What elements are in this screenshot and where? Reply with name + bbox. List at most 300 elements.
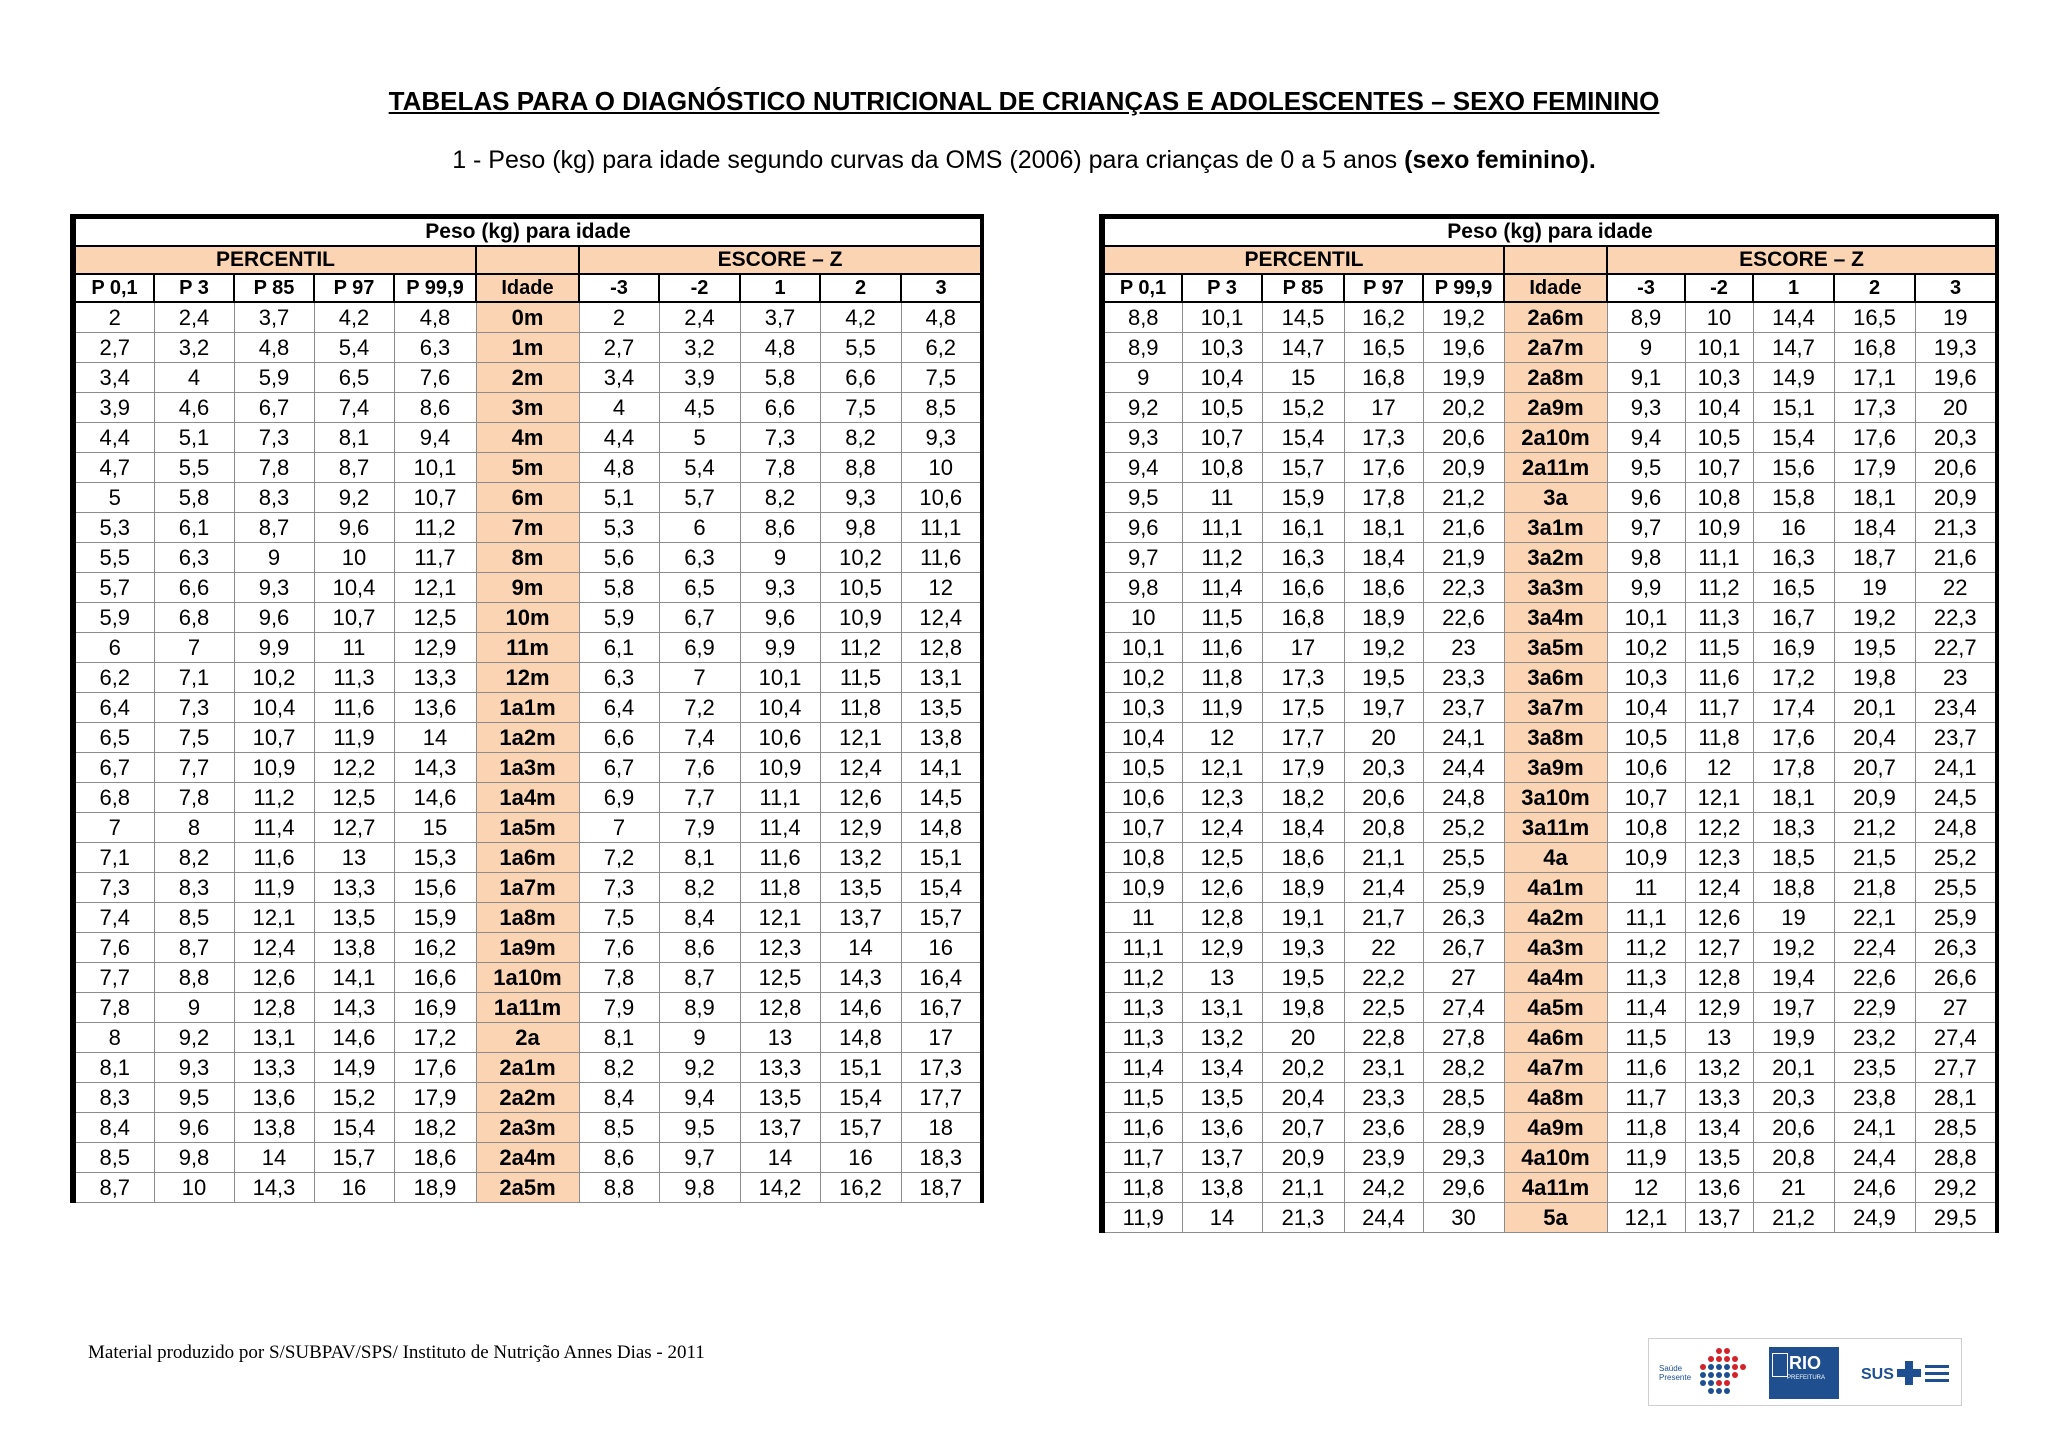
- value-cell: 11: [1607, 873, 1685, 903]
- value-cell: 9,8: [1607, 543, 1685, 573]
- table-row: [1102, 333, 1997, 363]
- value-cell: 6: [659, 513, 740, 543]
- value-cell: 8,7: [154, 933, 234, 963]
- value-cell: 22,9: [1834, 993, 1915, 1023]
- value-cell: 7,4: [73, 903, 154, 933]
- value-cell: 10,1: [740, 663, 820, 693]
- value-cell: 20: [1915, 393, 1997, 423]
- age-cell: 2a3m: [476, 1113, 579, 1143]
- value-cell: 9,3: [820, 483, 901, 513]
- value-cell: 13,2: [820, 843, 901, 873]
- age-cell: 2a9m: [1504, 393, 1607, 423]
- value-cell: 3,7: [234, 302, 314, 333]
- value-cell: 15,8: [1753, 483, 1834, 513]
- value-cell: 20,8: [1753, 1143, 1834, 1173]
- value-cell: 12,1: [1685, 783, 1753, 813]
- table-row: [1102, 423, 1997, 453]
- value-cell: 7,8: [73, 993, 154, 1023]
- column-header: P 0,1: [1102, 274, 1182, 302]
- svg-text:Saúde: Saúde: [1659, 1364, 1683, 1373]
- value-cell: 9,1: [1607, 363, 1685, 393]
- value-cell: 12,4: [901, 603, 982, 633]
- age-cell: 12m: [476, 663, 579, 693]
- value-cell: 20,6: [1423, 423, 1504, 453]
- value-cell: 10,1: [1102, 633, 1182, 663]
- value-cell: 12,9: [1182, 933, 1262, 963]
- value-cell: 25,2: [1423, 813, 1504, 843]
- value-cell: 11,5: [1102, 1083, 1182, 1113]
- age-cell: 1a11m: [476, 993, 579, 1023]
- value-cell: 15,7: [901, 903, 982, 933]
- table-row: [73, 753, 982, 783]
- value-cell: 5: [73, 483, 154, 513]
- value-cell: 16,4: [901, 963, 982, 993]
- table-row: [73, 813, 982, 843]
- value-cell: 12,2: [1685, 813, 1753, 843]
- table-row: [1102, 693, 1997, 723]
- value-cell: 9,2: [1102, 393, 1182, 423]
- table-row: [73, 843, 982, 873]
- value-cell: 11,3: [314, 663, 394, 693]
- value-cell: 20,9: [1262, 1143, 1344, 1173]
- age-cell: 4a5m: [1504, 993, 1607, 1023]
- age-cell: 2a6m: [1504, 302, 1607, 333]
- value-cell: 7,8: [154, 783, 234, 813]
- value-cell: 19,1: [1262, 903, 1344, 933]
- value-cell: 10,6: [1102, 783, 1182, 813]
- value-cell: 15,4: [314, 1113, 394, 1143]
- value-cell: 14,9: [314, 1053, 394, 1083]
- value-cell: 10,2: [1607, 633, 1685, 663]
- value-cell: 13,7: [820, 903, 901, 933]
- age-cell: 2a4m: [476, 1143, 579, 1173]
- table-row: [1102, 483, 1997, 513]
- value-cell: 13,8: [1182, 1173, 1262, 1203]
- value-cell: 16,5: [1753, 573, 1834, 603]
- value-cell: 11,2: [394, 513, 476, 543]
- value-cell: 21,1: [1262, 1173, 1344, 1203]
- value-cell: 21,2: [1423, 483, 1504, 513]
- value-cell: 19,8: [1834, 663, 1915, 693]
- value-cell: 23,4: [1915, 693, 1997, 723]
- value-cell: 19,5: [1262, 963, 1344, 993]
- value-cell: 10: [1102, 603, 1182, 633]
- value-cell: 10,4: [1685, 393, 1753, 423]
- age-cell: 11m: [476, 633, 579, 663]
- value-cell: 15,1: [901, 843, 982, 873]
- value-cell: 8,6: [659, 933, 740, 963]
- value-cell: 3,4: [579, 363, 659, 393]
- value-cell: 19,9: [1753, 1023, 1834, 1053]
- value-cell: 10,7: [1182, 423, 1262, 453]
- value-cell: 11,7: [1685, 693, 1753, 723]
- value-cell: 8,5: [154, 903, 234, 933]
- value-cell: 8,2: [154, 843, 234, 873]
- value-cell: 14,3: [234, 1173, 314, 1203]
- age-cell: 3a3m: [1504, 573, 1607, 603]
- column-header: P 0,1: [73, 274, 154, 302]
- value-cell: 7,7: [659, 783, 740, 813]
- value-cell: 11,8: [740, 873, 820, 903]
- value-cell: 12,8: [901, 633, 982, 663]
- value-cell: 8,4: [659, 903, 740, 933]
- age-cell: 4a3m: [1504, 933, 1607, 963]
- value-cell: 8: [154, 813, 234, 843]
- value-cell: 8,4: [579, 1083, 659, 1113]
- value-cell: 8,9: [659, 993, 740, 1023]
- value-cell: 12,4: [1182, 813, 1262, 843]
- value-cell: 11,7: [1607, 1083, 1685, 1113]
- value-cell: 20,2: [1423, 393, 1504, 423]
- value-cell: 8,9: [1607, 302, 1685, 333]
- value-cell: 17,3: [1834, 393, 1915, 423]
- value-cell: 12,6: [1685, 903, 1753, 933]
- value-cell: 13,4: [1685, 1113, 1753, 1143]
- value-cell: 11,2: [1102, 963, 1182, 993]
- value-cell: 24,5: [1915, 783, 1997, 813]
- value-cell: 29,3: [1423, 1143, 1504, 1173]
- table-row: [1102, 993, 1997, 1023]
- value-cell: 10,6: [901, 483, 982, 513]
- value-cell: 9,9: [1607, 573, 1685, 603]
- table-row: [73, 1173, 982, 1203]
- value-cell: 24,9: [1834, 1203, 1915, 1233]
- value-cell: 4,8: [740, 333, 820, 363]
- value-cell: 15,7: [820, 1113, 901, 1143]
- table-row: [1102, 393, 1997, 423]
- value-cell: 8,6: [579, 1143, 659, 1173]
- value-cell: 8,6: [740, 513, 820, 543]
- value-cell: 16: [1753, 513, 1834, 543]
- value-cell: 9,9: [234, 633, 314, 663]
- value-cell: 5,4: [659, 453, 740, 483]
- value-cell: 19,8: [1262, 993, 1344, 1023]
- value-cell: 16,8: [1262, 603, 1344, 633]
- value-cell: 18,3: [901, 1143, 982, 1173]
- value-cell: 6,7: [234, 393, 314, 423]
- value-cell: 2,4: [154, 302, 234, 333]
- value-cell: 24,4: [1423, 753, 1504, 783]
- value-cell: 5,9: [579, 603, 659, 633]
- value-cell: 8,7: [234, 513, 314, 543]
- value-cell: 20: [1344, 723, 1423, 753]
- value-cell: 18,6: [1262, 843, 1344, 873]
- table-row: [1102, 903, 1997, 933]
- value-cell: 19,3: [1262, 933, 1344, 963]
- age-cell: 4a9m: [1504, 1113, 1607, 1143]
- value-cell: 27,4: [1915, 1023, 1997, 1053]
- value-cell: 14,1: [314, 963, 394, 993]
- value-cell: 15,2: [1262, 393, 1344, 423]
- value-cell: 10,4: [1182, 363, 1262, 393]
- value-cell: 20,6: [1753, 1113, 1834, 1143]
- value-cell: 11,3: [1102, 1023, 1182, 1053]
- value-cell: 3,4: [73, 363, 154, 393]
- value-cell: 8,7: [73, 1173, 154, 1203]
- value-cell: 28,5: [1915, 1113, 1997, 1143]
- value-cell: 15,7: [314, 1143, 394, 1173]
- value-cell: 17,3: [901, 1053, 982, 1083]
- table-row: [73, 1053, 982, 1083]
- age-cell: 3a10m: [1504, 783, 1607, 813]
- value-cell: 9,3: [234, 573, 314, 603]
- value-cell: 18,7: [901, 1173, 982, 1203]
- value-cell: 6,6: [820, 363, 901, 393]
- value-cell: 13,1: [234, 1023, 314, 1053]
- value-cell: 5,7: [659, 483, 740, 513]
- value-cell: 20,7: [1834, 753, 1915, 783]
- table-caption: Peso (kg) para idade: [1102, 217, 1997, 247]
- footer-credit: Material produzido por S/SUBPAV/SPS/ Instituto de Nutrição Annes Dias - 2011: [88, 1342, 705, 1363]
- value-cell: 5,4: [314, 333, 394, 363]
- value-cell: 11,9: [314, 723, 394, 753]
- age-cell: 1a10m: [476, 963, 579, 993]
- value-cell: 22,3: [1915, 603, 1997, 633]
- value-cell: 13,3: [394, 663, 476, 693]
- value-cell: 24,4: [1344, 1203, 1423, 1233]
- value-cell: 10,2: [820, 543, 901, 573]
- value-cell: 16,2: [394, 933, 476, 963]
- value-cell: 20,1: [1753, 1053, 1834, 1083]
- value-cell: 20,9: [1834, 783, 1915, 813]
- value-cell: 8,3: [234, 483, 314, 513]
- value-cell: 22,6: [1834, 963, 1915, 993]
- value-cell: 20,8: [1344, 813, 1423, 843]
- value-cell: 12,5: [740, 963, 820, 993]
- table-row: [1102, 453, 1997, 483]
- value-cell: 13: [314, 843, 394, 873]
- value-cell: 11,6: [740, 843, 820, 873]
- value-cell: 5,5: [154, 453, 234, 483]
- value-cell: 2,7: [579, 333, 659, 363]
- value-cell: 20,9: [1423, 453, 1504, 483]
- table-row: [1102, 573, 1997, 603]
- value-cell: 29,2: [1915, 1173, 1997, 1203]
- value-cell: 12,1: [820, 723, 901, 753]
- value-cell: 19,2: [1344, 633, 1423, 663]
- value-cell: 11,5: [1182, 603, 1262, 633]
- age-cell: 3m: [476, 393, 579, 423]
- value-cell: 9,5: [154, 1083, 234, 1113]
- value-cell: 5,8: [154, 483, 234, 513]
- value-cell: 12,1: [394, 573, 476, 603]
- value-cell: 11,8: [1607, 1113, 1685, 1143]
- value-cell: 4,6: [154, 393, 234, 423]
- value-cell: 2,4: [659, 302, 740, 333]
- value-cell: 10,9: [740, 753, 820, 783]
- value-cell: 6,1: [579, 633, 659, 663]
- value-cell: 4: [154, 363, 234, 393]
- value-cell: 16,8: [1344, 363, 1423, 393]
- value-cell: 6,6: [740, 393, 820, 423]
- value-cell: 15,3: [394, 843, 476, 873]
- table-row: [1102, 963, 1997, 993]
- value-cell: 8,2: [740, 483, 820, 513]
- value-cell: 6,9: [659, 633, 740, 663]
- value-cell: 20,7: [1262, 1113, 1344, 1143]
- value-cell: 29,6: [1423, 1173, 1504, 1203]
- value-cell: 17,8: [1753, 753, 1834, 783]
- value-cell: 13,1: [901, 663, 982, 693]
- value-cell: 20,4: [1262, 1083, 1344, 1113]
- table-row: [73, 933, 982, 963]
- value-cell: 6,4: [579, 693, 659, 723]
- value-cell: 19,6: [1915, 363, 1997, 393]
- value-cell: 13,3: [740, 1053, 820, 1083]
- value-cell: 12: [1607, 1173, 1685, 1203]
- table-row: [73, 1083, 982, 1113]
- value-cell: 24,1: [1915, 753, 1997, 783]
- value-cell: 10,5: [1102, 753, 1182, 783]
- value-cell: 9,7: [659, 1143, 740, 1173]
- value-cell: 17: [1262, 633, 1344, 663]
- value-cell: 12,3: [1685, 843, 1753, 873]
- value-cell: 14: [820, 933, 901, 963]
- value-cell: 12,8: [234, 993, 314, 1023]
- age-cell: 4a10m: [1504, 1143, 1607, 1173]
- value-cell: 11,1: [1102, 933, 1182, 963]
- value-cell: 10,6: [1607, 753, 1685, 783]
- value-cell: 3,9: [659, 363, 740, 393]
- value-cell: 10,5: [1607, 723, 1685, 753]
- age-cell: 1a9m: [476, 933, 579, 963]
- value-cell: 23: [1915, 663, 1997, 693]
- value-cell: 11,9: [1102, 1203, 1182, 1233]
- value-cell: 9,3: [1607, 393, 1685, 423]
- value-cell: 13,5: [1685, 1143, 1753, 1173]
- value-cell: 14,8: [820, 1023, 901, 1053]
- value-cell: 12,5: [1182, 843, 1262, 873]
- value-cell: 6,5: [314, 363, 394, 393]
- value-cell: 12,4: [1685, 873, 1753, 903]
- value-cell: 9,4: [1102, 453, 1182, 483]
- value-cell: 7,5: [154, 723, 234, 753]
- value-cell: 5,9: [73, 603, 154, 633]
- rio-emblem-icon: [1772, 1353, 1788, 1377]
- value-cell: 13,2: [1685, 1053, 1753, 1083]
- value-cell: 3,9: [73, 393, 154, 423]
- value-cell: 19: [1753, 903, 1834, 933]
- value-cell: 17,1: [1834, 363, 1915, 393]
- value-cell: 22: [1344, 933, 1423, 963]
- age-cell: 2a5m: [476, 1173, 579, 1203]
- value-cell: 10,4: [1102, 723, 1182, 753]
- value-cell: 6,5: [73, 723, 154, 753]
- value-cell: 21,1: [1344, 843, 1423, 873]
- value-cell: 9: [659, 1023, 740, 1053]
- value-cell: 17,9: [1834, 453, 1915, 483]
- value-cell: 6,2: [901, 333, 982, 363]
- value-cell: 28,2: [1423, 1053, 1504, 1083]
- value-cell: 7,5: [820, 393, 901, 423]
- value-cell: 26,7: [1423, 933, 1504, 963]
- value-cell: 25,5: [1423, 843, 1504, 873]
- value-cell: 23,6: [1344, 1113, 1423, 1143]
- value-cell: 18,4: [1262, 813, 1344, 843]
- value-cell: 9,3: [1102, 423, 1182, 453]
- value-cell: 19: [1915, 302, 1997, 333]
- value-cell: 18,1: [1834, 483, 1915, 513]
- value-cell: 17,4: [1753, 693, 1834, 723]
- value-cell: 20,4: [1834, 723, 1915, 753]
- value-cell: 11,3: [1607, 963, 1685, 993]
- table-row: [73, 423, 982, 453]
- value-cell: 10,1: [1607, 603, 1685, 633]
- value-cell: 12,8: [740, 993, 820, 1023]
- table-row: [73, 663, 982, 693]
- value-cell: 17,5: [1262, 693, 1344, 723]
- value-cell: 24,2: [1344, 1173, 1423, 1203]
- value-cell: 10,8: [1607, 813, 1685, 843]
- value-cell: 27: [1423, 963, 1504, 993]
- value-cell: 9,6: [1102, 513, 1182, 543]
- value-cell: 18,5: [1753, 843, 1834, 873]
- value-cell: 19,2: [1423, 302, 1504, 333]
- value-cell: 17,6: [1344, 453, 1423, 483]
- value-cell: 18,6: [1344, 573, 1423, 603]
- value-cell: 6: [73, 633, 154, 663]
- value-cell: 10,7: [1685, 453, 1753, 483]
- value-cell: 9,8: [820, 513, 901, 543]
- value-cell: 18: [901, 1113, 982, 1143]
- value-cell: 19,7: [1344, 693, 1423, 723]
- value-cell: 14,7: [1262, 333, 1344, 363]
- value-cell: 19,6: [1423, 333, 1504, 363]
- value-cell: 10,4: [740, 693, 820, 723]
- value-cell: 7: [73, 813, 154, 843]
- value-cell: 17,2: [1753, 663, 1834, 693]
- value-cell: 7,6: [73, 933, 154, 963]
- value-cell: 14,6: [314, 1023, 394, 1053]
- value-cell: 20,6: [1915, 453, 1997, 483]
- value-cell: 12,7: [1685, 933, 1753, 963]
- value-cell: 12: [1685, 753, 1753, 783]
- value-cell: 23,2: [1834, 1023, 1915, 1053]
- column-header: P 97: [314, 274, 394, 302]
- column-header: 3: [901, 274, 982, 302]
- value-cell: 11,8: [1182, 663, 1262, 693]
- value-cell: 7,1: [73, 843, 154, 873]
- value-cell: 7,1: [154, 663, 234, 693]
- value-cell: 10,9: [1685, 513, 1753, 543]
- value-cell: 17: [1344, 393, 1423, 423]
- value-cell: 14,5: [1262, 302, 1344, 333]
- weight-for-age-table-right: [1099, 214, 1999, 1233]
- value-cell: 17,9: [394, 1083, 476, 1113]
- value-cell: 17,7: [901, 1083, 982, 1113]
- value-cell: 11,2: [1607, 933, 1685, 963]
- value-cell: 10,5: [1685, 423, 1753, 453]
- value-cell: 9,4: [659, 1083, 740, 1113]
- value-cell: 3,2: [154, 333, 234, 363]
- column-header: P 85: [234, 274, 314, 302]
- value-cell: 13,6: [1685, 1173, 1753, 1203]
- value-cell: 12,2: [314, 753, 394, 783]
- value-cell: 11,6: [901, 543, 982, 573]
- value-cell: 19,2: [1753, 933, 1834, 963]
- value-cell: 13,5: [820, 873, 901, 903]
- value-cell: 19,5: [1344, 663, 1423, 693]
- table-row: [1102, 843, 1997, 873]
- value-cell: 28,9: [1423, 1113, 1504, 1143]
- value-cell: 8,7: [314, 453, 394, 483]
- value-cell: 10,7: [394, 483, 476, 513]
- age-cell: 4a7m: [1504, 1053, 1607, 1083]
- value-cell: 8,2: [579, 1053, 659, 1083]
- value-cell: 11,8: [820, 693, 901, 723]
- value-cell: 14,4: [1753, 302, 1834, 333]
- value-cell: 21,3: [1915, 513, 1997, 543]
